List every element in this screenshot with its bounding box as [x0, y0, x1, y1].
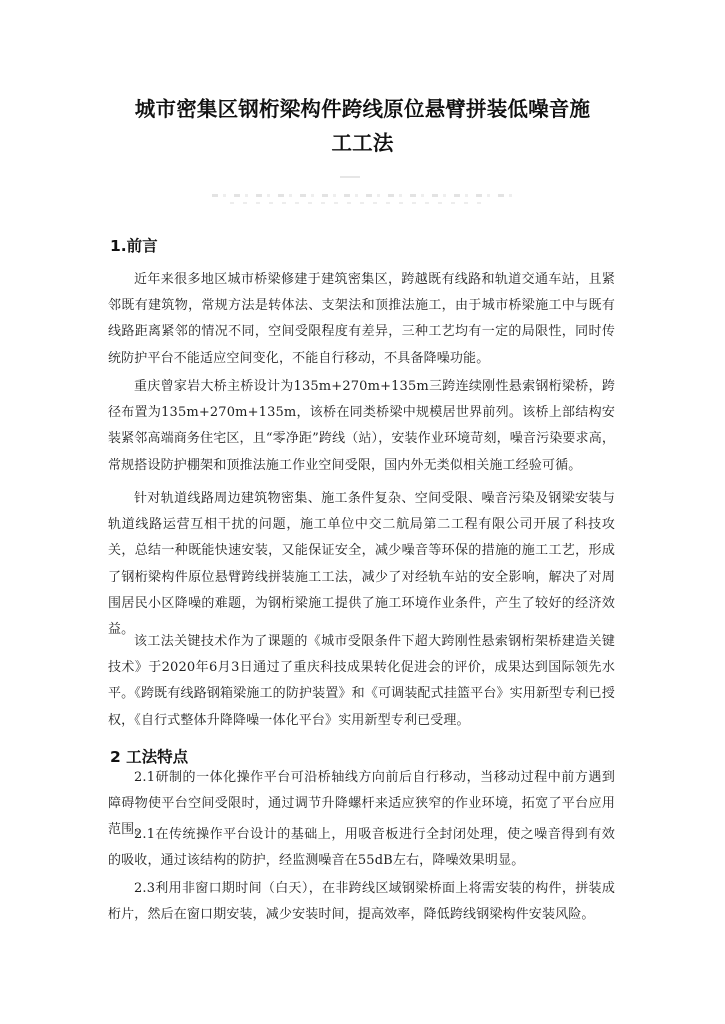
section-heading-features: 2 工法特点	[110, 748, 189, 766]
title-line-2: 工工法	[331, 131, 394, 155]
paragraph: 重庆曾家岩大桥主桥设计为135m+270m+135m三跨连续刚性悬索钢桁梁桥，跨径布置为135m+270m+135m，该桥在同类桥梁中规模居世界前列。该桥上部结构安装紧邻高端商务住宅区，且“零净距”跨线（站），安装作业环境苛刻，噪音污染要求高，常规搭设防护棚架和顶推法施工作业空间受限，国内外无类似相关施工经验可循。	[108, 379, 615, 473]
paragraph: 近年来很多地区城市桥梁修建于建筑密集区，跨越既有线路和轨道交通车站，且紧邻既有建筑物，常规方法是转体法、支架法和顶推法施工，由于城市桥梁施工中与既有线路距离紧邻的情况不同，空间受限程度有差异，三种工艺均有一定的局限性，同时传统防护平台不能适应空间变化，不能自行移动，不具备降噪功能。	[108, 272, 615, 366]
section-heading-preface: 1.前言	[110, 237, 158, 255]
document-title	[100, 92, 625, 160]
paragraph: 2.1在传统操作平台设计的基础上，用吸音板进行全封闭处理，使之噪音得到有效的吸收，通过该结构的防护，经监测噪音在55dB左右，降噪效果明显。	[108, 827, 615, 869]
faded-author-line	[200, 172, 525, 212]
paragraph: 针对轨道线路周边建筑物密集、施工条件复杂、空间受限、噪音污染及钢梁安装与轨道线路运营互相干扰的问题，施工单位中交二航局第二工程有限公司开展了科技攻关，总结一种既能快速安装，又能保证安全，减少噪音等环保的措施的施工工艺，形成了钢桁梁构件原位悬臂跨线拼装施工工法，减少了对经轨车站的安全影响，解决了对周围居民小区降噪的难题，为钢桁梁施工提供了施工环境作业条件，产生了较好的经济效益。	[108, 491, 615, 638]
title-line-1: 城市密集区钢桁梁构件跨线原位悬臂拼装低噪音施	[134, 97, 591, 121]
paragraph: 2.3利用非窗口期时间（白天），在非跨线区域钢梁桥面上将需安装的构件，拼装成桁片，然后在窗口期安装，减少安装时间，提高效率，降低跨线钢梁构件安装风险。	[108, 881, 615, 923]
paragraph: 2.1研制的一体化操作平台可沿桥轴线方向前后自行移动，当移动过程中前方遇到障碍物使平台空间受限时，通过调节升降螺杆来适应狭窄的作业环境，拓宽了平台应用范围。	[108, 770, 615, 838]
paragraph: 该工法关键技术作为了课题的《城市受限条件下超大跨刚性悬索钢桁架桥建造关键技术》于2020年6月3日通过了重庆科技成果转化促进会的评价，成果达到国际领先水平。《跨既有线路钢箱梁施工的防护装置》和《可调装配式挂篮平台》实用新型专利已授权，《自行式整体升降降噪一体化平台》实用新型专利已受理。	[108, 634, 615, 728]
